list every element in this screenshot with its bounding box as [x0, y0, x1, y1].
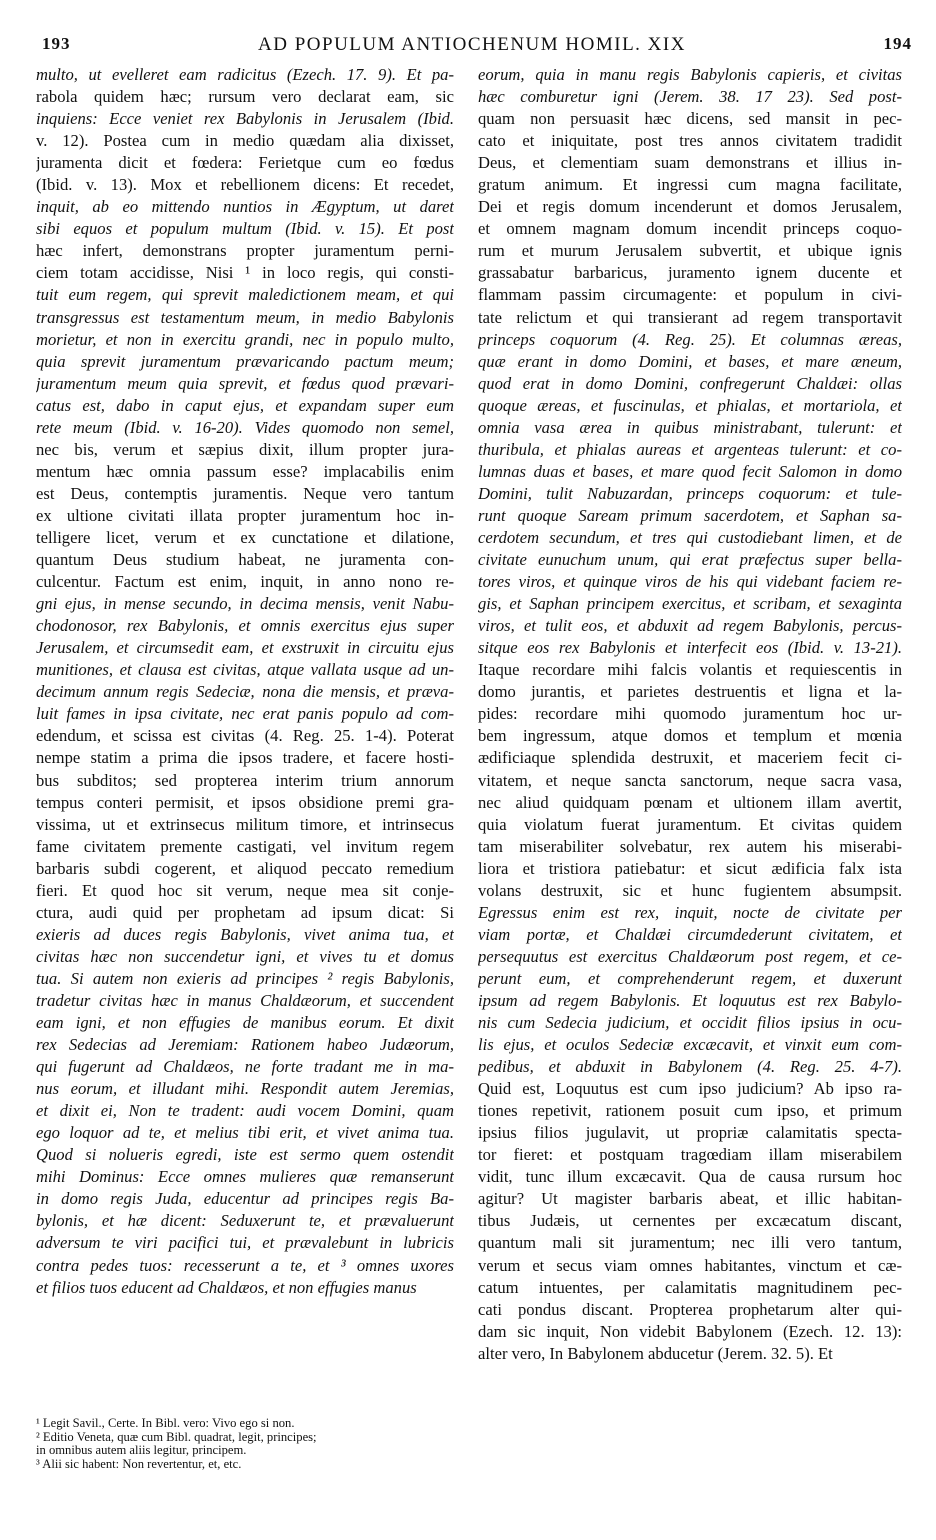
text-line: est Deus, contemptis juramentis. Neque vero tantum — [36, 483, 454, 503]
text-line: et dixit ei, Non te tradent: audi vocem Domini, quam — [36, 1101, 454, 1121]
text-line: cerdotem secundum, et tres qui custodiebant limen, et de — [478, 527, 902, 547]
text-line: civitas hæc non succendetur igni, et vives tu et domus — [36, 946, 454, 966]
text-line: (Ibid. v. 13). Mox et rebellionem dicens: Et recedet, — [36, 175, 454, 195]
text-line: telligere licet, verum et ex cunctatione et dilatione, — [36, 527, 454, 547]
footnote-line: ² Editio Veneta, quæ cum Bibl. quadrat, legit, principes; — [36, 1430, 317, 1444]
footnote-line: ¹ Legit Savil., Certe. In Bibl. vero: Vivo ego si non. — [36, 1417, 295, 1430]
text-line: ctura, audi quid per prophetam ad ipsum dicat: Si — [36, 902, 454, 922]
text-line: tate relictum et qui transierant ad regem transportavit — [478, 307, 902, 327]
text-line: nec bis, verum et sæpius dixit, illum propter jura- — [36, 439, 454, 459]
text-line: omnia vasa ærea in quibus ministrabant, tulerunt: et — [478, 417, 902, 437]
text-line: ex ultione civitati illata propter juramentum hoc in- — [36, 505, 454, 525]
text-line: pides: recordare mihi quomodo juramentum hoc ur- — [478, 704, 902, 724]
text-line: chodonosor, rex Babylonis, et omnis exercitus ejus super — [36, 616, 454, 636]
text-line: contra pedes tuos: recesserunt a te, et ³ omnes uxores — [36, 1255, 454, 1275]
text-line: quod erat in domo Domini, confregerunt Chaldæi: ollas — [478, 373, 902, 393]
text-line: vitatem, et neque sancta sanctorum, neque sacra vasa, — [478, 770, 902, 790]
text-line: tua. Si autem non exieris ad principes ² regis Babylonis, — [36, 968, 454, 988]
text-line: volans destruxit, sic et hunc fugientem absumpsit. — [478, 880, 902, 900]
text-line: v. 12). Postea cum in medio quædam alia dixisset, — [36, 131, 454, 151]
text-line: inquiens: Ecce veniet rex Babylonis in Jerusalem (Ibid. — [36, 109, 454, 129]
text-line: eorum, quia in manu regis Babylonis capieris, et civitas — [478, 65, 902, 84]
text-line: gratum animum. Et ingressi cum magna facilitate, — [478, 175, 902, 195]
text-line: civitate eunuchum unum, qui erat præfectus super bella- — [478, 550, 902, 570]
text-line: mentum hæc omnia passum esse? implacabilis enim — [36, 461, 454, 481]
text-line: runt quoque Saream primum sacerdotem, et Saphan sa- — [478, 505, 902, 525]
text-line: adversum te viri pacifici tui, et prævalebunt in lubricis — [36, 1233, 454, 1253]
text-line: tempus conteri permisit, et ipsos obsidione premi gra- — [36, 792, 454, 812]
footnote-line: ³ Alii sic habent: Non revertentur, et, etc. — [36, 1457, 242, 1471]
text-line: cati pondus discant. Propterea prophetarum alter qui- — [478, 1299, 902, 1319]
text-line: tuit eum regem, qui sprevit maledictionem meam, et qui — [36, 285, 454, 305]
text-line: ipsius filios jugulavit, ut propriæ calamitatis specta- — [478, 1123, 902, 1143]
text-line: persequutus est exercitus Chaldæorum post regem, et ce- — [478, 946, 902, 966]
text-line: bem ingressum, atque domos et templum et mœnia — [478, 726, 902, 746]
text-line: luit fames in ipsa civitate, nec erat panis populo ad com- — [36, 704, 454, 724]
text-line: nec aliud quidquam pœnam et ultionem illam avertit, — [478, 792, 902, 812]
text-line: grassabatur barbaricus, juramento ignem ducente et — [478, 263, 902, 283]
text-line: Jerusalem, et circumsedit eam, et exstruxit in circuitu ejus — [36, 638, 454, 658]
text-line: munitiones, et clausa est civitas, atque vallata usque ad un- — [36, 660, 454, 680]
text-line: agitur? Ut magister barbaris abeat, et illic habitan- — [478, 1189, 902, 1209]
text-line: ciem totam accidisse, Nisi ¹ in loco regis, qui consti- — [36, 263, 454, 283]
running-title: AD POPULUM ANTIOCHENUM HOMIL. XIX — [258, 34, 686, 55]
text-line: viros, et tulit eos, et abduxit ad regem Babylonis, percus- — [478, 616, 902, 636]
text-line: culcentur. Factum est enim, inquit, in anno nono re- — [36, 572, 454, 592]
page-number-right: 194 — [883, 34, 912, 53]
text-line: pedibus, et abduxit in Babylonem (4. Reg. 25. 4-7). — [478, 1057, 902, 1077]
text-line: gis, et Saphan principem exercitus, et scribam, et sexaginta — [478, 594, 902, 614]
text-line: nis cum Sedecia judicium, et occidit filios ipsius in ocu- — [478, 1013, 902, 1033]
text-line: ædificiaque splendida destruxit, et maceriem fecit ci- — [478, 748, 902, 768]
text-line: liora et tristiora patiebatur: et sicut ædificia falx ista — [478, 858, 902, 878]
text-line: vissima, ut et extrinsecus militum timore, et intrinsecus — [36, 814, 454, 834]
text-line: quoque æreas, et fuscinulas, et phialas, et mortariola, et — [478, 395, 902, 415]
text-line: lis ejus, et oculos Sedeciæ excæcavit, et vinxit eum com- — [478, 1035, 902, 1055]
text-line: juramentum meum quia sprevit, et fœdus quod prævari- — [36, 373, 454, 393]
text-line: barbaris subdi cogerent, et aliquod peccato remedium — [36, 858, 454, 878]
text-line: verum et secus viam omnes habitantes, vinctum et cæ- — [478, 1255, 902, 1275]
text-line: viam portæ, et Chaldæi circumdederunt civitatem, et — [478, 924, 902, 944]
text-line: et filios tuos educent ad Chaldæos, et non effugies manus — [36, 1277, 417, 1297]
page-header — [30, 34, 914, 60]
text-line: multo, ut evelleret eam radicitus (Ezech. 17. 9). Et pa- — [36, 65, 454, 84]
text-line: sibi equos et populum multum (Ibid. v. 15). Et post — [36, 219, 454, 239]
right-text-column — [478, 64, 902, 1365]
text-line: Dei et regis domum incenderunt et domos Jerusalem, — [478, 197, 902, 217]
text-line: gni ejus, in mense secundo, in decima mensis, venit Nabu- — [36, 594, 454, 614]
text-line: mihi Dominus: Ecce omnes mulieres quæ remanserunt — [36, 1167, 454, 1187]
text-line: Domini, tulit Nabuzardan, princeps coquorum: et tule- — [478, 483, 902, 503]
text-line: et omnem magnam domum incendit princeps coquo- — [478, 219, 902, 239]
text-line: Quod si nolueris egredi, iste est sermo quem ostendit — [36, 1145, 454, 1165]
text-line: tam miserabiliter solvebatur, rex autem his miserabi- — [478, 836, 902, 856]
text-line: rum et murum Jerusalem subvertit, et ubique ignis — [478, 241, 902, 261]
text-line: tores viros, et quinque viros de his qui videbant faciem re- — [478, 572, 902, 592]
text-line: decimum annum regis Sedeciæ, nona die mensis, et præva- — [36, 682, 454, 702]
page-number-left: 193 — [42, 34, 71, 53]
text-line: ipsum ad regem Babylonis. Et loquutus est rex Babylo- — [478, 990, 902, 1010]
text-line: nus eorum, et illudant mihi. Respondit autem Jeremias, — [36, 1079, 454, 1099]
text-line: ego loquor ad te, et melius tibi erit, et vivet anima tua. — [36, 1123, 454, 1143]
text-line: Itaque recordare mihi falcis volantis et requiescentis in — [478, 660, 902, 680]
text-line: transgressus est testamentum meum, in medio Babylonis — [36, 307, 454, 327]
text-line: nempe statim a prima die ipsos tradere, et facere hosti- — [36, 748, 454, 768]
text-line: Deus, et clementiam suam demonstrans et illius in- — [478, 153, 902, 173]
footnotes — [36, 1417, 454, 1471]
text-line: Egressus enim est rex, inquit, nocte de civitate per — [478, 902, 902, 922]
text-line: dam sic inquit, Non videbit Babylonem (Ezech. 12. 13): — [478, 1321, 902, 1341]
text-line: flammam passim circumagente: et populum in civi- — [478, 285, 902, 305]
text-line: thuribula, et phialas aureas et argenteas tulerunt: et co- — [478, 439, 902, 459]
text-line: tradetur civitas hæc in manus Chaldæorum, et succendent — [36, 990, 454, 1010]
text-line: tibus Judæis, ut cernentes per excæcatum discant, — [478, 1211, 902, 1231]
text-line: eam igni, et non effugies de manibus eorum. Et dixit — [36, 1013, 454, 1033]
text-line: quia sprevit juramentum prævaricando pactum meum; — [36, 351, 454, 371]
text-line: tiones repetivit, rationem posuit cum ipso, et primum — [478, 1101, 902, 1121]
text-line: lumnas duas et bases, et mare quod fecit Salomon in domo — [478, 461, 902, 481]
footnote-line: in omnibus autem aliis legitur, principem. — [36, 1444, 247, 1458]
left-text-column — [36, 64, 454, 1299]
text-line: rex Sedecias ad Jeremiam: Rationem habeo Judæorum, — [36, 1035, 454, 1055]
text-line: sitque eos rex Babylonis et interfecit eos (Ibid. v. 13-21). — [478, 638, 902, 658]
text-line: domo jurantis, et parietes destruentis et ligna et la- — [478, 682, 902, 702]
text-line: fieri. Et quod hoc sit verum, neque mea sit conje- — [36, 880, 454, 900]
text-line: quantum mali sit juramentum; nec illi vero tantum, — [478, 1233, 902, 1253]
text-line: bylonis, et hæ dicent: Seduxerunt te, et prævaluerunt — [36, 1211, 454, 1231]
text-line: quæ erant in domo Domini, et bases, et mare æneum, — [478, 351, 902, 371]
text-line: bus subditos; sed propterea interim trium annorum — [36, 770, 454, 790]
text-line: catum intuentes, per calamitatis magnitudinem pec- — [478, 1277, 902, 1297]
text-line: edendum, et scissa est civitas (4. Reg. 25. 1-4). Poterat — [36, 726, 454, 746]
text-line: rete meum (Ibid. v. 16-20). Vides quomodo non semel, — [36, 417, 454, 437]
text-line: qui fugerunt ad Chaldæos, ne forte tradant me in ma- — [36, 1057, 454, 1077]
text-line: in domo regis Juda, educentur ad principes regis Ba- — [36, 1189, 454, 1209]
text-line: quia violatum fuerat juramentum. Et civitas quidem — [478, 814, 902, 834]
text-line: princeps coquorum (4. Reg. 25). Et columnas æreas, — [478, 329, 902, 349]
text-line: morietur, et non in exercitu grandi, nec in populo multo, — [36, 329, 454, 349]
text-line: rabola quidem hæc; rursum vero declarat eam, sic — [36, 87, 454, 107]
text-line: hæc comburetur igni (Jerem. 38. 17 23). Sed post- — [478, 87, 902, 107]
text-line: quantum Deus studium habeat, ne juramenta con- — [36, 550, 454, 570]
text-line: quam non persuasit hæc dicens, sed mansit in pec- — [478, 109, 902, 129]
text-line: tor fieret: et postquam tragœdiam illam miserabilem — [478, 1145, 902, 1165]
text-line: Quid est, Loquutus est cum ipso judicium? Ab ipso ra- — [478, 1079, 902, 1099]
text-line: hæc infert, demonstrans propter juramentum perni- — [36, 241, 454, 261]
text-line: alter vero, In Babylonem abducetur (Jerem. 32. 5). Et — [478, 1343, 833, 1363]
text-line: exieris ad duces regis Babylonis, vivet anima tua, et — [36, 924, 454, 944]
text-line: cato et iniquitate, post tres annos civitatem tradidit — [478, 131, 902, 151]
text-line: inquit, ab eo mittendo nuntios in Ægyptum, ut daret — [36, 197, 454, 217]
text-line: catus est, dabo in caput ejus, et expandam super eum — [36, 395, 454, 415]
text-line: fame civitatem premente castigati, vel invitum regem — [36, 836, 454, 856]
text-line: perunt eum, et comprehenderunt regem, et duxerunt — [478, 968, 902, 988]
text-line: vidit, tunc illum excæcavit. Qua de causa rursum hoc — [478, 1167, 902, 1187]
text-line: juramenta dicit et fœdera: Ferietque cum eo fœdus — [36, 153, 454, 173]
